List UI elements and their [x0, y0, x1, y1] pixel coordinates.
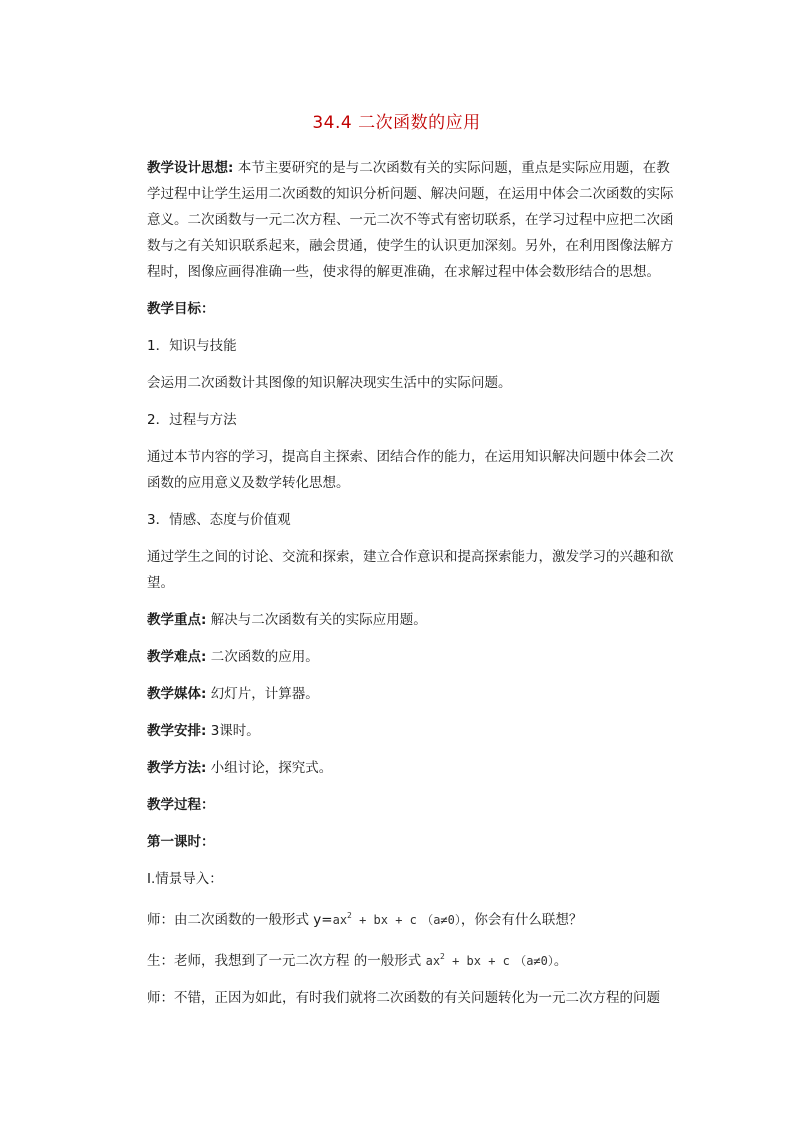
difficulty-text: 二次函数的应用。 [206, 649, 319, 665]
design-label: 教学设计思想: [147, 160, 234, 176]
formula-1-rest: + bx + c [351, 913, 417, 927]
media-text: 幻灯片，计算器。 [206, 686, 319, 702]
formula-1-a: ax [332, 913, 348, 927]
goal3-title: 3．情感、态度与价值观 [147, 512, 291, 528]
difficulty-label: 教学难点: [147, 649, 207, 665]
schedule-text: 3课时。 [206, 723, 260, 739]
teacher1-suffix: ，你会有什么联想？ [460, 912, 583, 928]
formula-2-a: ax [425, 954, 441, 968]
student1-end: 。 [553, 953, 568, 969]
formula-2-rest: + bx + c [444, 954, 510, 968]
goal3-text: 通过学生之间的讨论、交流和探索，建立合作意识和提高探索能力，激发学习的兴趣和欲望。 [147, 549, 674, 591]
method-label: 教学方法: [147, 760, 207, 776]
schedule-line [147, 718, 674, 744]
key-point [147, 607, 674, 633]
teacher1-prefix: 师：由二次函数的一般形式 y= [147, 912, 333, 928]
student1-prefix: 生：老师，我想到了一元二次方程 的一般形式 [147, 953, 426, 969]
student-line-1 [147, 944, 674, 974]
media-line [147, 681, 674, 707]
formula-2 [426, 954, 510, 968]
teacher-line-1 [147, 903, 674, 933]
formula-1-exp: 2 [347, 911, 352, 920]
design-text: 本节主要研究的是与二次函数有关的实际问题，重点是实际应用题，在教学过程中让学生运用二次函数的知识分析问题、解决问题，在运用中体会二次函数的实际意义。二次函数与一元二次方程、一元二次不等式有密切联系，在学习过程中应把二次函数与之有关知识联系起来，融会贯通，使学生的认识更加深刻。另外，在利用图像法解方程时，图像应画得准确一些，使求得的解更准确，在求解过程中体会数形结合的思想。 [147, 160, 674, 280]
process-heading: 教学过程： [147, 797, 215, 813]
formula-2-cond: （a≠0） [514, 954, 554, 968]
teacher-line-2: 师：不错，正因为如此，有时我们就将二次函数的有关问题转化为一元二次方程的问题 [147, 990, 660, 1006]
media-label: 教学媒体: [147, 686, 207, 702]
key-label: 教学重点: [147, 612, 207, 628]
method-line [147, 755, 674, 781]
schedule-label: 教学安排: [147, 723, 207, 739]
formula-2-exp: 2 [440, 952, 445, 961]
design-paragraph [147, 155, 674, 285]
goal1-title: 1．知识与技能 [147, 338, 237, 354]
page-title: 34.4 二次函数的应用 [312, 113, 481, 133]
formula-1-cond: （a≠0） [421, 913, 461, 927]
difficulty-point [147, 644, 674, 670]
lesson1-heading: 第一课时： [147, 834, 215, 850]
goal2-text: 通过本节内容的学习，提高自主探索、团结合作的能力，在运用知识解决问题中体会二次函数的应用意义及数学转化思想。 [147, 449, 674, 491]
formula-1 [333, 913, 417, 927]
key-text: 解决与二次函数有关的实际应用题。 [206, 612, 427, 628]
intro-heading: Ⅰ.情景导入： [147, 871, 223, 887]
goal2-title: 2．过程与方法 [147, 412, 237, 428]
goals-heading: 教学目标： [147, 301, 215, 317]
method-text: 小组讨论，探究式。 [206, 760, 333, 776]
goal1-text: 会运用二次函数计其图像的知识解决现实生活中的实际问题。 [147, 375, 512, 391]
